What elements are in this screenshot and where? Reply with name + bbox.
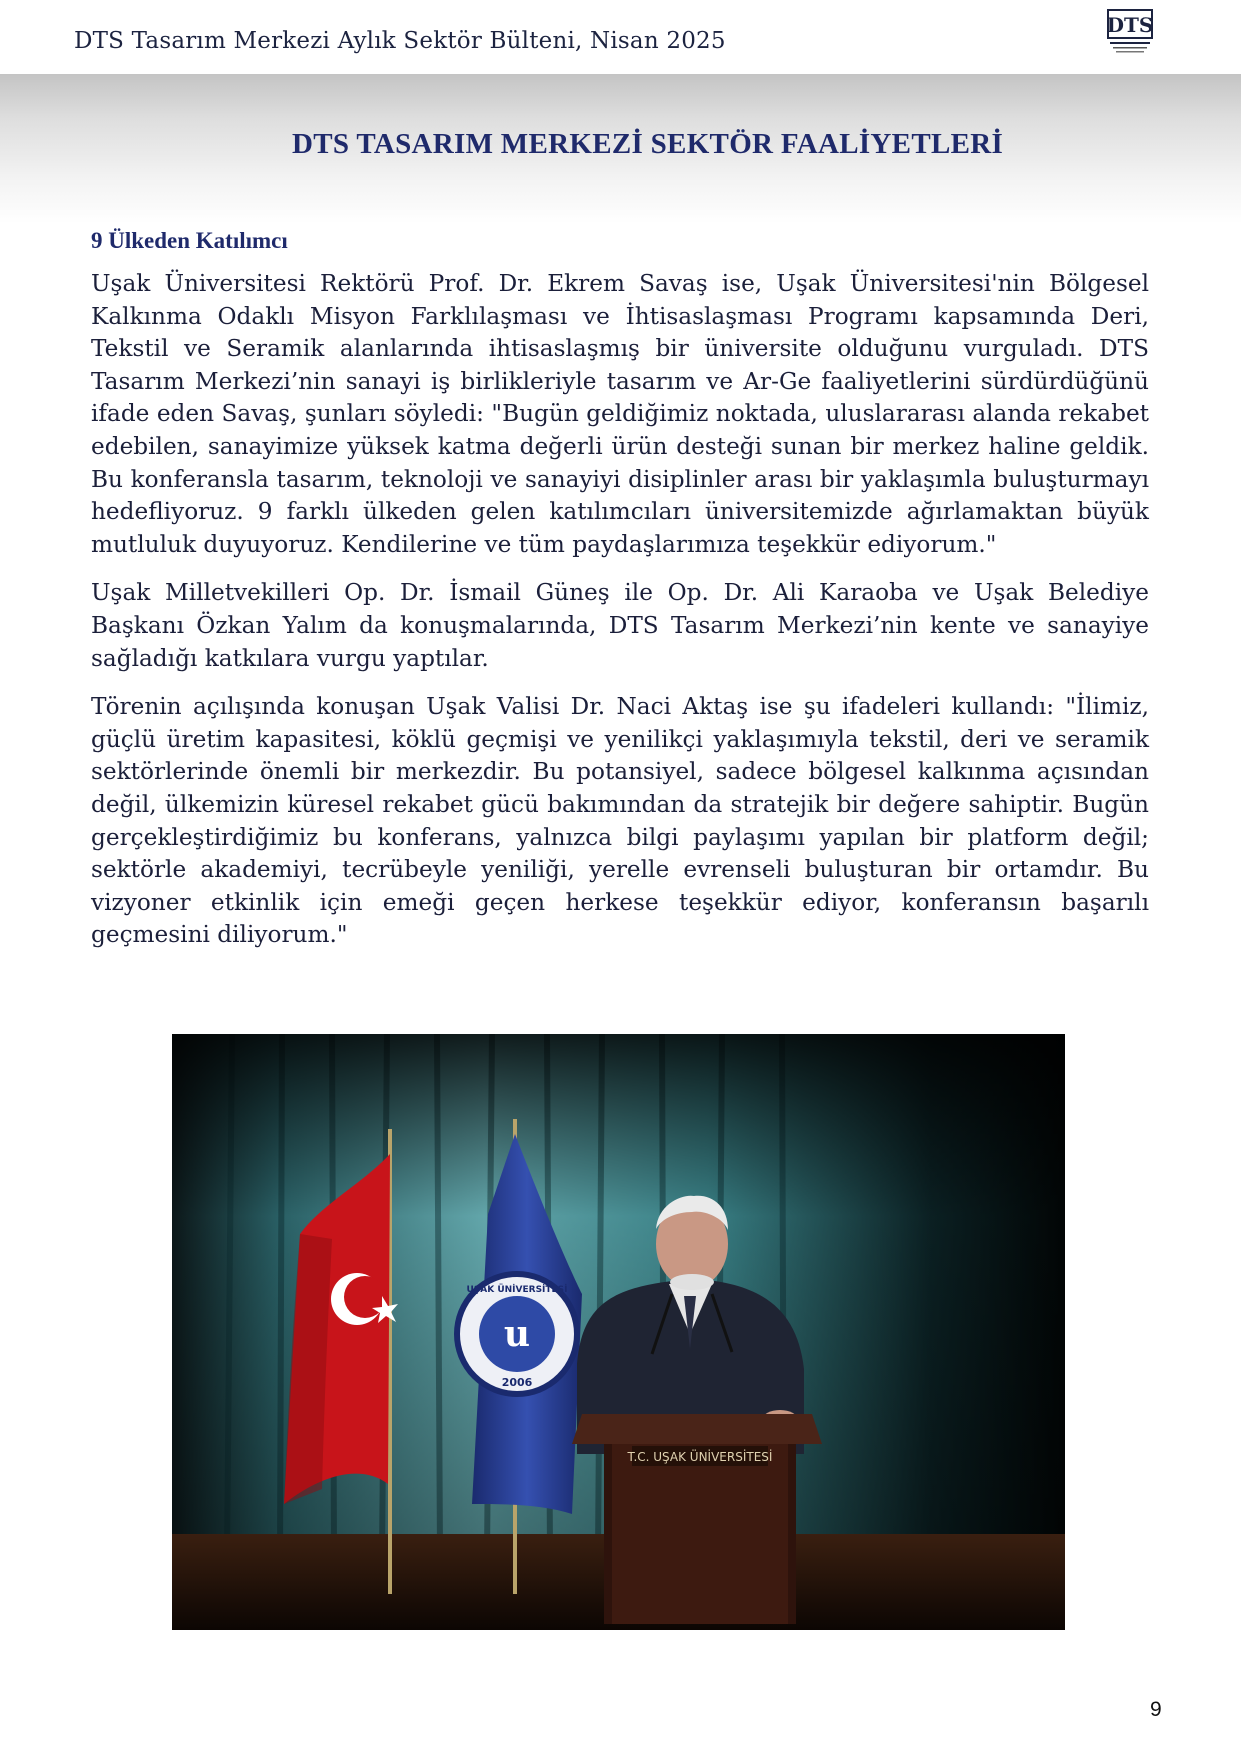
podium <box>572 1414 822 1624</box>
article-body <box>91 228 1149 968</box>
podium-text: T.C. UŞAK ÜNİVERSİTESİ <box>627 1450 773 1464</box>
article-subheading: 9 Ülkeden Katılımcı <box>91 228 288 253</box>
paragraph-rector-speech: Uşak Üniversitesi Rektörü Prof. Dr. Ekrem Savaş ise, Uşak Üniversitesi'nin Bölgesel Kalkınma Odaklı Misyon Farklılaşması ve İhtisaslaşması Programı kapsamında Deri, Tekstil ve Seramik alanlarında ihtisaslaşmış bir üniversite olduğunu vurguladı. DTS Tasarım Merkezi’nin sanayi iş birlikleriyle tasarım ve Ar-Ge faaliyetlerini sürdürdüğünü ifade eden Savaş, şunları söyledi: "Bugün geldiğimiz noktada, uluslararası alanda rekabet edebilen, sanayimize yüksek katma değerli ürün desteği sunan bir merkez haline geldik. Bu konferansla tasarım, teknoloji ve sanayiyi disiplinler arası bir yaklaşımla buluşturmayı hedefliyoruz. 9 farklı ülkeden gelen katılımcıları üniversitemizde ağırlamaktan büyük mutluluk duyuyoruz. Kendilerine ve tüm paydaşlarımıza teşekkür ediyorum." <box>91 270 1149 558</box>
dts-logo-icon <box>1104 8 1156 56</box>
svg-text:u: u <box>503 1313 531 1355</box>
logo-text: DTS <box>1106 13 1154 37</box>
flag-emblem-text: UŞAK ÜNİVERSİTESİ <box>466 1285 568 1295</box>
flag-emblem-year: 2006 <box>501 1376 533 1389</box>
newsletter-header-title: DTS Tasarım Merkezi Aylık Sektör Bülteni, Nisan 2025 <box>74 28 726 54</box>
event-photo <box>172 1034 1065 1630</box>
paragraph-governor-speech: Törenin açılışında konuşan Uşak Valisi Dr. Naci Aktaş ise şu ifadeleri kullandı: "İlimiz, güçlü üretim kapasitesi, köklü geçmişi ve yenilikçi yaklaşımıyla tekstil, deri ve seramik sektörlerinde önemli bir merkezdir. Bu potansiyel, sadece bölgesel kalkınma açısından değil, ülkemizin küresel rekabet gücü bakımından da stratejik bir değere sahiptir. Bugün gerçekleştirdiğimiz bu konferans, yalnızca bilgi paylaşımı yapılan bir platform değil; sektörle akademiyi, tecrübeyle yeniliği, yerelle evrenseli buluşturan bir ortamdır. Bu vizyoner etkinlik için emeği geçen herkese teşekkür ediyor, konferansın başarılı geçmesini diliyorum." <box>91 693 1149 949</box>
paragraph-deputies: Uşak Milletvekilleri Op. Dr. İsmail Güneş ile Op. Dr. Ali Karaoba ve Uşak Belediye Başkanı Özkan Yalım da konuşmalarında, DTS Tasarım Merkezi’nin kente ve sanayiye sağladığı katkılara vurgu yaptılar. <box>91 579 1149 672</box>
page-number: 9 <box>1150 1698 1162 1721</box>
section-title: DTS TASARIM MERKEZİ SEKTÖR FAALİYETLERİ <box>292 128 1004 160</box>
